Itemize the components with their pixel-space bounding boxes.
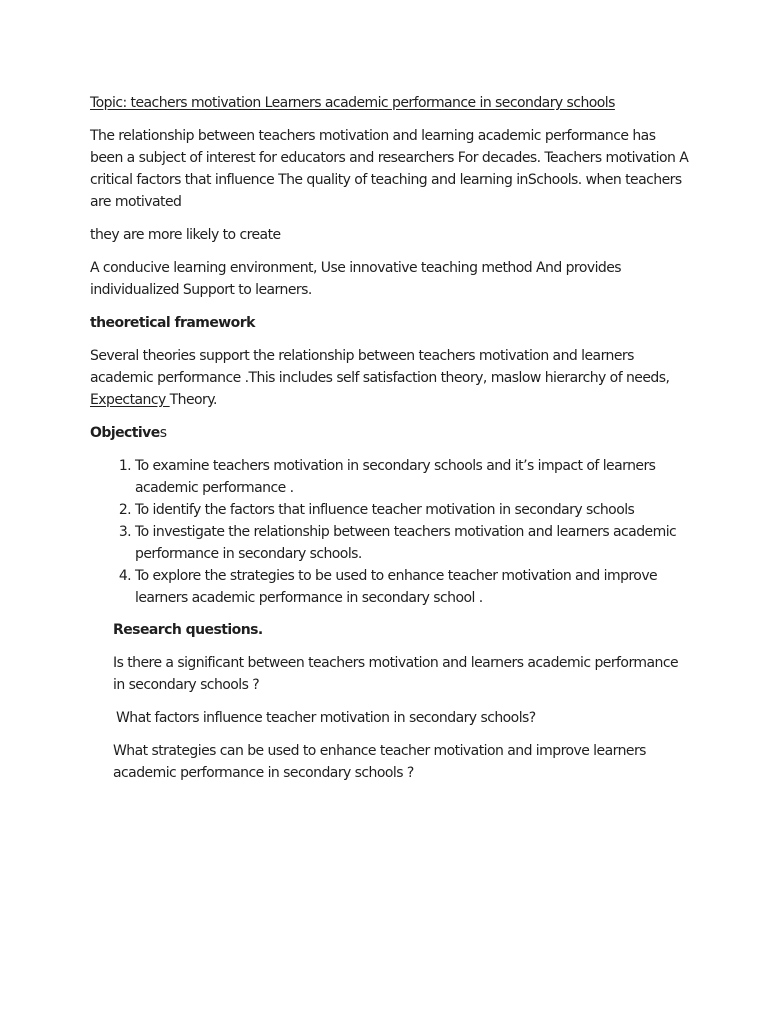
objectives-heading-bold: Objective: [90, 425, 160, 441]
framework-text-1: Several theories support the relationship between teachers motivation and learners academic performance .This includes self satisfaction theory, maslow hierarchy of needs,: [90, 348, 670, 386]
intro-continuation: they are more likely to create: [90, 227, 281, 243]
expectancy-underlined: Expectancy: [90, 392, 170, 408]
objective-item: 2. To identify the factors that influence teacher motivation in secondary schools: [135, 499, 690, 521]
framework-paragraph: [90, 345, 690, 411]
intro-paragraph: The relationship between teachers motivation and learning academic performance has been a subject of interest for educators and researchers For decades. Teachers motivation A critical factors that influence The quality of teaching and learning inSchools. when teachers are motivated: [90, 128, 689, 210]
objectives-list: [90, 455, 690, 609]
objective-item: 4. To explore the strategies to be used to enhance teacher motivation and improve learners academic performance in secondary school .: [135, 565, 690, 609]
objectives-heading: [90, 422, 690, 444]
research-question: Is there a significant between teachers motivation and learners academic performance in secondary schools ?: [113, 655, 679, 693]
topic-title: Topic: teachers motivation Learners academic performance in secondary schools: [90, 95, 615, 111]
framework-text-2: Theory.: [169, 392, 217, 408]
objectives-heading-rest: s: [159, 425, 167, 441]
document-page: [90, 92, 690, 795]
research-question: What factors influence teacher motivation in secondary schools?: [116, 710, 536, 726]
framework-heading: theoretical framework: [90, 315, 255, 331]
research-heading: Research questions.: [113, 622, 263, 638]
objective-item: 1. To examine teachers motivation in secondary schools and it’s impact of learners academic performance .: [135, 455, 690, 499]
environment-paragraph: A conducive learning environment, Use innovative teaching method And provides individualized Support to learners.: [90, 260, 622, 298]
objective-item: 3. To investigate the relationship between teachers motivation and learners academic performance in secondary schools.: [135, 521, 690, 565]
research-question: What strategies can be used to enhance teacher motivation and improve learners academic performance in secondary schools ?: [113, 743, 646, 781]
